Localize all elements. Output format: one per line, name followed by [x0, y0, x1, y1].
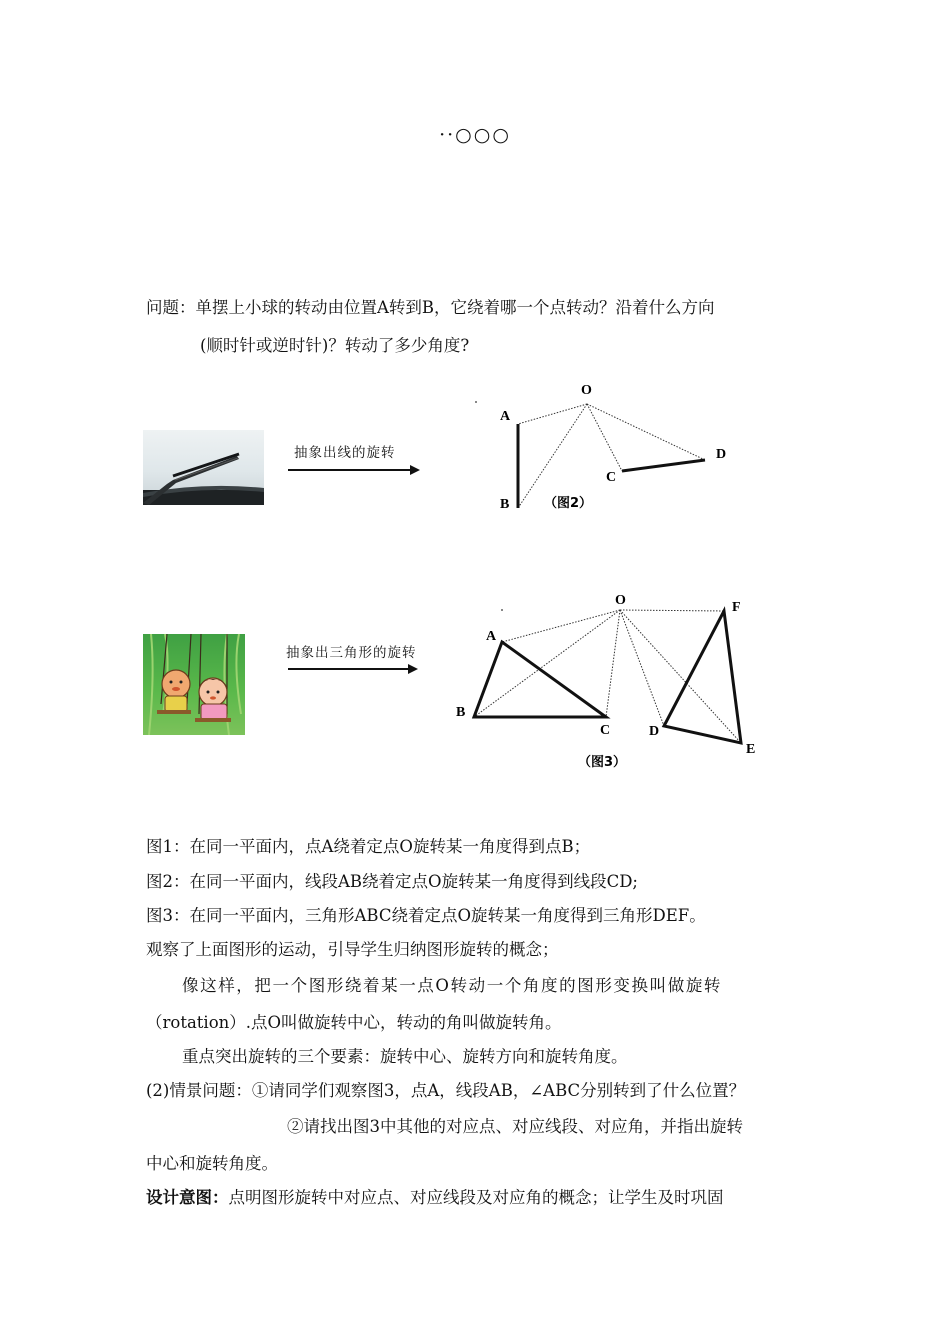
- point-d-label: D: [716, 447, 727, 462]
- observation-text: 观察了上面图形的运动，引导学生归纳图形旋转的概念；: [146, 940, 559, 959]
- question-line-1: 问题：单摆上小球的转动由位置A转到B，它绕着哪一个点转动？沿着什么方向: [146, 298, 715, 317]
- scenario-question-3: 中心和旋转角度。: [146, 1154, 278, 1173]
- header-marks: ··○○○: [439, 124, 511, 146]
- design-intent-label: 设计意图：: [146, 1188, 229, 1207]
- point-c-label: C: [600, 723, 611, 738]
- point-a-label: A: [500, 409, 511, 424]
- point-o-label: O: [581, 383, 592, 398]
- definition-line-2: （rotation）.点O叫做旋转中心，转动的角叫做旋转角。: [146, 1013, 562, 1032]
- figure2-diagram: [470, 378, 740, 518]
- swing-cartoon-photo: [143, 634, 245, 735]
- segment-cd: [622, 460, 705, 471]
- stray-dot: [501, 609, 503, 611]
- scenario-question-2: ②请找出图3中其他的对应点、对应线段、对应角，并指出旋转: [287, 1117, 743, 1136]
- figure2-arrow-label: 抽象出线的旋转: [294, 445, 396, 461]
- point-e-label: E: [746, 742, 756, 757]
- figure1-description: 图1：在同一平面内，点A绕着定点O旋转某一角度得到点B；: [146, 837, 591, 856]
- point-d-label: D: [649, 724, 660, 739]
- triangle-def: [664, 611, 741, 743]
- scenario-question-1: (2)情景问题：①请同学们观察图3，点A，线段AB，∠ABC分别转到了什么位置？: [146, 1081, 746, 1100]
- figure3-arrow: [286, 663, 422, 675]
- design-intent-line: [146, 1187, 724, 1209]
- figure2-caption: （图2）: [544, 496, 593, 511]
- figure3-caption: （图3）: [578, 755, 627, 770]
- point-b-label: B: [456, 705, 466, 720]
- point-c-label: C: [606, 470, 617, 485]
- stray-dot: [475, 401, 477, 403]
- point-f-label: F: [732, 600, 741, 615]
- point-a-label: A: [486, 629, 497, 644]
- point-b-label: B: [500, 497, 510, 512]
- emphasis-text: 重点突出旋转的三个要素：旋转中心、旋转方向和旋转角度。: [182, 1047, 628, 1066]
- triangle-abc: [474, 642, 606, 717]
- figure3-diagram: [450, 588, 770, 778]
- figure3-description: 图3：在同一平面内，三角形ABC绕着定点O旋转某一角度得到三角形DEF。: [146, 906, 706, 925]
- figure3-arrow-label: 抽象出三角形的旋转: [286, 645, 417, 661]
- figure2-description: 图2：在同一平面内，线段AB绕着定点O旋转某一角度得到线段CD;: [146, 872, 638, 891]
- figure2-arrow: [286, 464, 422, 476]
- point-o-label: O: [615, 593, 626, 608]
- design-intent-text: 点明图形旋转中对应点、对应线段及对应角的概念；让学生及时巩固: [228, 1188, 724, 1207]
- question-line-2: (顺时针或逆时针)？转动了多少角度?: [200, 336, 470, 355]
- definition-line-1: 像这样，把一个图形绕着某一点O转动一个角度的图形变换叫做旋转: [182, 976, 723, 995]
- wiper-photo: [143, 430, 264, 505]
